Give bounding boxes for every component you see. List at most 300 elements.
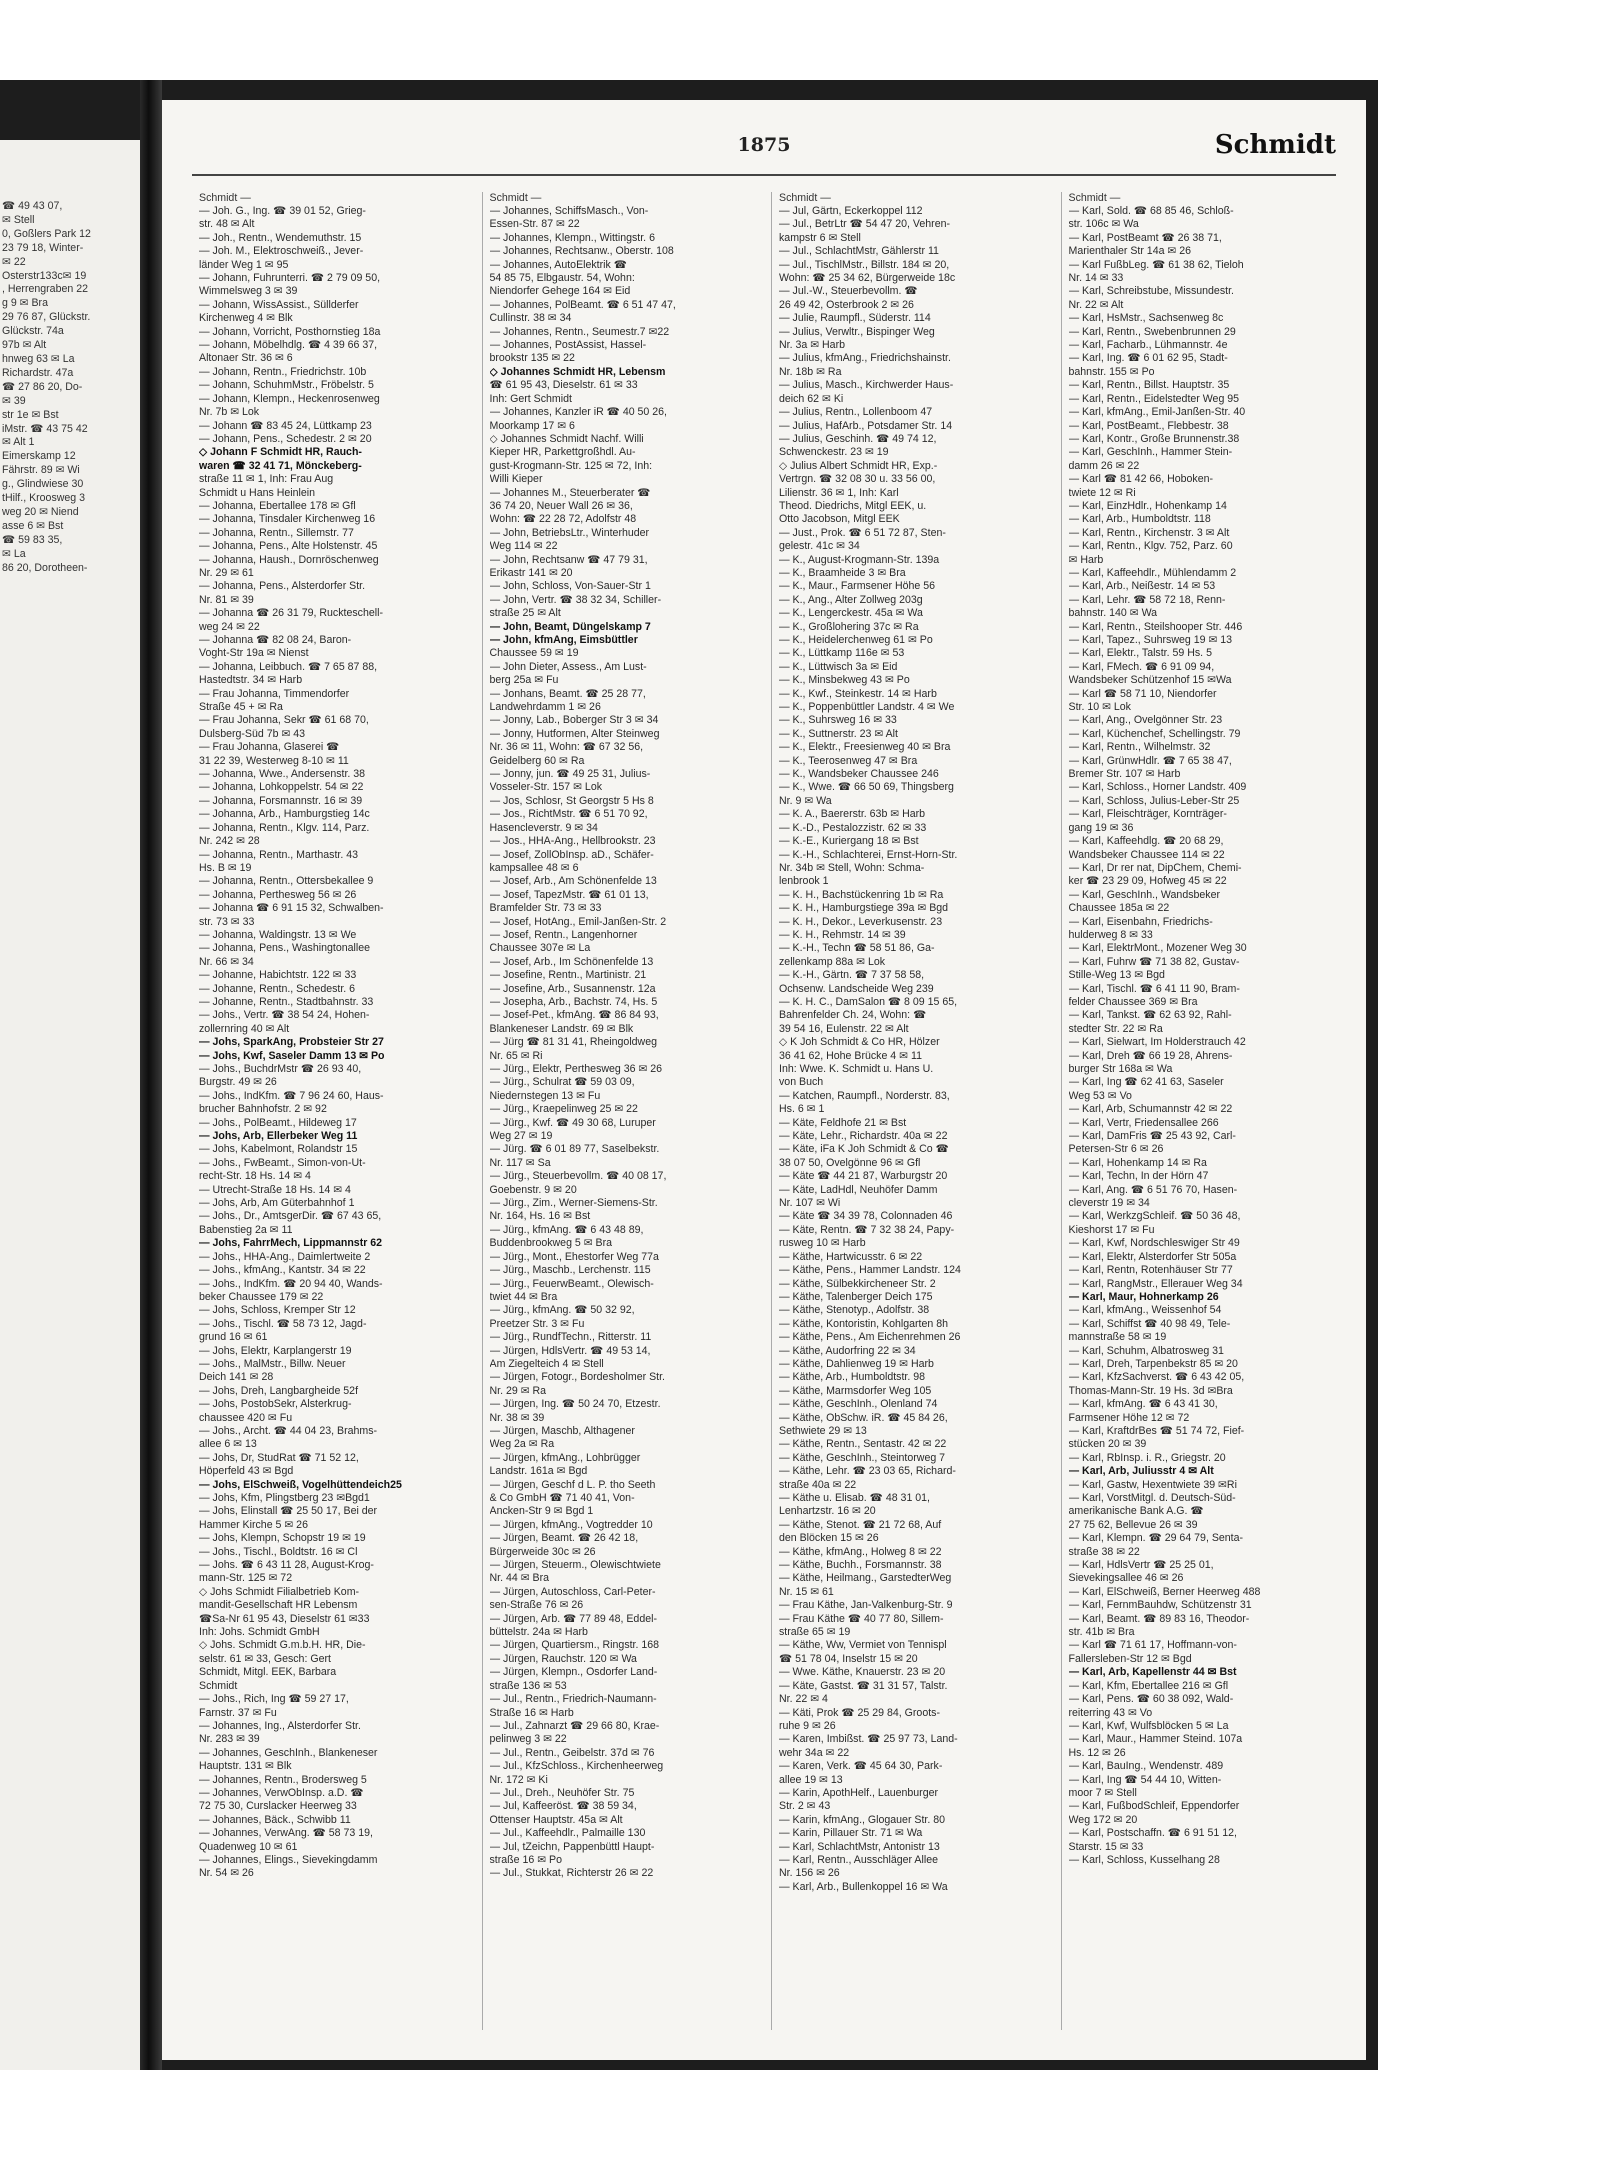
directory-entry: brucher Bahnhofstr. 2 ✉ 92 bbox=[199, 1103, 327, 1116]
directory-entry: — Jul., Stukkat, Richterstr 26 ✉ 22 bbox=[489, 1867, 654, 1880]
directory-entry: — Johanna, Haush., Dornröschenweg bbox=[199, 553, 379, 566]
directory-entry: — Käthe, Buchh., Forsmannstr. 38 bbox=[779, 1559, 942, 1572]
directory-entry: — Utrecht-Straße 18 Hs. 14 ✉ 4 bbox=[199, 1183, 351, 1196]
directory-entry: damm 26 ✉ 22 bbox=[1068, 459, 1140, 472]
column-head: Schmidt — bbox=[489, 192, 542, 204]
directory-entry: — Johannes, Elings., Sievekingdamm bbox=[199, 1853, 378, 1866]
directory-entry: — Karl, Küchenchef, Schellingstr. 79 bbox=[1068, 727, 1241, 740]
directory-entry: Hammer Kirche 5 ✉ 26 bbox=[199, 1518, 308, 1531]
directory-entry: — Jul., SchlachtMstr, Gählerstr 11 bbox=[779, 245, 939, 258]
directory-entry: ☎ 51 78 04, Inselstr 15 ✉ 20 bbox=[779, 1652, 918, 1665]
directory-entry: — Johs, Elektr, Karplangerstr 19 bbox=[199, 1344, 352, 1357]
directory-entry: — Just., Prok. ☎ 6 51 72 87, Sten- bbox=[779, 526, 946, 539]
directory-entry: büttelstr. 24a ✉ Harb bbox=[489, 1626, 588, 1639]
directory-entry: — Jürgen, Autoschloss, Carl-Peter- bbox=[489, 1585, 656, 1598]
directory-entry: str. 73 ✉ 33 bbox=[199, 915, 255, 928]
directory-entry: pelinweg 3 ✉ 22 bbox=[489, 1733, 567, 1746]
directory-entry: — K. A., Baererstr. 63b ✉ Harb bbox=[779, 808, 926, 821]
directory-entry: straße 25 ✉ Alt bbox=[489, 607, 561, 620]
directory-entry: — Johs, ElSchweiß, Vogelhüttendeich25 bbox=[199, 1478, 402, 1491]
directory-entry: — Johs, Schloss, Kremper Str 12 bbox=[199, 1304, 356, 1317]
directory-entry: Hs. B ✉ 19 bbox=[199, 861, 252, 874]
directory-entry: hulderweg 8 ✉ 33 bbox=[1068, 928, 1153, 941]
directory-entry: — Karl ☎ 58 71 10, Niendorfer bbox=[1068, 687, 1217, 700]
directory-entry: — Johannes, GeschInh., Blankeneser bbox=[199, 1746, 378, 1759]
directory-entry: Nr. 283 ✉ 39 bbox=[199, 1733, 260, 1746]
directory-entry: — Johannes, SchiffsMasch., Von- bbox=[489, 205, 649, 217]
directory-entry: Dulsberg-Süd 7b ✉ 43 bbox=[199, 727, 306, 740]
directory-entry: — Karl, Ing. ☎ 6 01 62 95, Stadt- bbox=[1068, 352, 1228, 365]
directory-entry: — Jonhans, Beamt. ☎ 25 28 77, bbox=[489, 687, 646, 700]
directory-entry: Schmidt u Hans Heinlein bbox=[199, 486, 315, 499]
directory-entry: Bürgerweide 30c ✉ 26 bbox=[489, 1545, 596, 1558]
directory-entry: — Jul., TischlMstr., Billstr. 184 ✉ 20, bbox=[779, 258, 950, 271]
directory-entry: — K., Ang., Alter Zollweg 203g bbox=[779, 593, 923, 606]
directory-entry: — John, kfmAng, Eimsbüttler bbox=[489, 634, 638, 646]
directory-entry: — Johannes, VerwObInsp. a.D. ☎ bbox=[199, 1786, 364, 1799]
directory-entry: — Karl, VorstMitgl. d. Deutsch-Süd- bbox=[1068, 1492, 1236, 1504]
left-page-line: Richardstr. 47a bbox=[2, 366, 74, 379]
directory-entry: — Jürgen, Beamt. ☎ 26 42 18, bbox=[489, 1532, 639, 1545]
directory-entry: Str. 2 ✉ 43 bbox=[779, 1800, 831, 1813]
directory-entry: — Johann, Rentn., Friedrichstr. 10b bbox=[199, 365, 367, 378]
directory-entry: — Käthe, GeschInh., Olenland 74 bbox=[779, 1398, 938, 1411]
directory-entry: — Jürg., kfmAng. ☎ 50 32 92, bbox=[489, 1304, 635, 1317]
directory-entry: — Jos., HHA-Ang., Hellbrookstr. 23 bbox=[489, 835, 656, 848]
directory-entry: zollernring 40 ✉ Alt bbox=[199, 1022, 290, 1035]
directory-entry: — Johs., kfmAng., Kantstr. 34 ✉ 22 bbox=[199, 1264, 366, 1277]
directory-entry: straße 65 ✉ 19 bbox=[779, 1626, 851, 1639]
directory-entry: — K., Suttnerstr. 23 ✉ Alt bbox=[779, 727, 898, 740]
left-page-line: Eimerskamp 12 bbox=[2, 450, 76, 463]
directory-entry: Nr. 14 ✉ 33 bbox=[1068, 272, 1124, 285]
directory-entry: — Käthe, Kontoristin, Kohlgarten 8h bbox=[779, 1317, 949, 1330]
directory-entry: — K., Minsbekweg 43 ✉ Po bbox=[779, 674, 910, 687]
directory-entry: — Josef, Rentn., Langenhorner bbox=[489, 928, 638, 941]
directory-entry: — Johannes, VerwAng. ☎ 58 73 19, bbox=[199, 1827, 373, 1840]
directory-entry: Wandsbeker Schützenhof 15 ✉Wa bbox=[1068, 674, 1232, 687]
directory-entry: — Karl, Elektr., Talstr. 59 Hs. 5 bbox=[1068, 647, 1212, 660]
directory-entry: Burgstr. 49 ✉ 26 bbox=[199, 1076, 277, 1089]
directory-entry: — Käte, Feldhofe 21 ✉ Bst bbox=[779, 1116, 907, 1129]
directory-entry: — Karen, Verk. ☎ 45 64 30, Park- bbox=[779, 1760, 943, 1773]
directory-entry: — Johann, Klempn., Heckenrosenweg bbox=[199, 392, 380, 405]
directory-entry: Nr. 15 ✉ 61 bbox=[779, 1585, 834, 1598]
directory-entry: von Buch bbox=[779, 1076, 824, 1089]
directory-entry: sen-Straße 76 ✉ 26 bbox=[489, 1599, 584, 1612]
directory-entry: — Karl, Kontr., Große Brunnenstr.38 bbox=[1068, 432, 1240, 445]
directory-entry: Straße 16 ✉ Harb bbox=[489, 1706, 574, 1719]
directory-entry: — Karl, Arb., Bullenkoppel 16 ✉ Wa bbox=[779, 1880, 948, 1893]
directory-entry: Nr. 66 ✉ 34 bbox=[199, 955, 254, 968]
directory-entry: straße 40a ✉ 22 bbox=[779, 1478, 857, 1491]
directory-entry: — Johanne, Habichtstr. 122 ✉ 33 bbox=[199, 969, 357, 982]
directory-entry: — Josepha, Arb., Bachstr. 74, Hs. 5 bbox=[489, 995, 658, 1008]
directory-entry: Cullinstr. 38 ✉ 34 bbox=[489, 312, 572, 325]
directory-entry: — John, BetriebsLtr., Winterhuder bbox=[489, 526, 650, 539]
directory-entry: Nr. 54 ✉ 26 bbox=[199, 1867, 254, 1880]
directory-entry: — Karl, Dreh, Tarpenbekstr 85 ✉ 20 bbox=[1068, 1357, 1238, 1370]
directory-entry: — Julius, Verwltr., Bispinger Weg bbox=[779, 325, 935, 338]
directory-entry: 72 75 30, Curslacker Heerweg 33 bbox=[199, 1800, 357, 1813]
directory-entry: — Johs., IndKfm. ☎ 7 96 24 60, Haus- bbox=[199, 1089, 384, 1102]
directory-entry: — Johanna, Perthesweg 56 ✉ 26 bbox=[199, 888, 357, 901]
directory-entry: — Josef, ZollObInsp. aD., Schäfer- bbox=[489, 848, 654, 861]
directory-entry: berg 25a ✉ Fu bbox=[489, 674, 559, 687]
directory-entry: Nr. 3a ✉ Harb bbox=[779, 339, 845, 352]
directory-entry: — Johs, Dr, StudRat ☎ 71 52 12, bbox=[199, 1451, 359, 1464]
directory-entry: Inh: Wwe. K. Schmidt u. Hans U. bbox=[779, 1063, 934, 1075]
directory-entry: — Jürg., Mont., Ehestorfer Weg 77a bbox=[489, 1250, 659, 1263]
directory-entry: — Jürgen, Steuerm., Olewischtwiete bbox=[489, 1559, 661, 1572]
directory-entry: Vertrgn. ☎ 32 08 30 u. 33 56 00, bbox=[779, 473, 936, 486]
page-header bbox=[192, 128, 1336, 176]
directory-entry: — Julius, Rentn., Lollenboom 47 bbox=[779, 406, 933, 419]
directory-page bbox=[162, 100, 1366, 2060]
directory-entry: — Jul., Rentn., Friedrich-Naumann- bbox=[489, 1693, 657, 1706]
directory-entry: — Joh., Rentn., Wendemuthstr. 15 bbox=[199, 231, 362, 244]
directory-entry: — Jürgen, Ing. ☎ 50 24 70, Etzestr. bbox=[489, 1398, 661, 1411]
directory-entry: — Johann ☎ 83 45 24, Lüttkamp 23 bbox=[199, 419, 372, 432]
directory-entry: — Karl, Rentn., Swebenbrunnen 29 bbox=[1068, 325, 1236, 338]
directory-entry: Nr. 81 ✉ 39 bbox=[199, 593, 254, 606]
directory-entry: ☎ 61 95 43, Dieselstr. 61 ✉ 33 bbox=[489, 379, 638, 392]
left-page-line: 29 76 87, Glückstr. bbox=[2, 311, 91, 324]
directory-entry: Landstr. 161a ✉ Bgd bbox=[489, 1465, 588, 1478]
directory-entry: — Johs, Klempn, Schopstr 19 ✉ 19 bbox=[199, 1532, 366, 1545]
directory-entry: — Julius, HafArb., Potsdamer Str. 14 bbox=[779, 419, 953, 432]
directory-entry: Willi Kieper bbox=[489, 473, 543, 486]
directory-entry: ◇ Johs. Schmidt G.m.b.H. HR, Die- bbox=[199, 1639, 366, 1652]
directory-entry: — Jürgen, Quartiersm., Ringstr. 168 bbox=[489, 1639, 660, 1652]
directory-entry: — K., Lengerckestr. 45a ✉ Wa bbox=[779, 607, 923, 620]
directory-entry: — Käthe, GeschInh., Steintorweg 7 bbox=[779, 1451, 946, 1464]
directory-entry: — Jul, Gärtn, Eckerkoppel 112 bbox=[779, 205, 923, 217]
directory-entry: Hasencleverstr. 9 ✉ 34 bbox=[489, 821, 598, 834]
directory-entry: Farnstr. 37 ✉ Fu bbox=[199, 1706, 277, 1719]
directory-entry: — K.-D., Pestalozzistr. 62 ✉ 33 bbox=[779, 821, 927, 834]
directory-entry: — Käthe, Audorfring 22 ✉ 34 bbox=[779, 1344, 916, 1357]
directory-entry: — K., Teerosenweg 47 ✉ Bra bbox=[779, 754, 918, 767]
directory-entry: Babenstieg 2a ✉ 11 bbox=[199, 1223, 293, 1236]
directory-entry: — Johann, Vorricht, Posthornstieg 18a bbox=[199, 325, 381, 338]
directory-entry: Str. 10 ✉ Lok bbox=[1068, 701, 1131, 714]
directory-entry: — Karl, Ing ☎ 62 41 63, Saseler bbox=[1068, 1076, 1224, 1089]
directory-entry: Nr. 9 ✉ Wa bbox=[779, 794, 832, 807]
directory-entry: — Karl, Kfm, Ebertallee 216 ✉ Gfl bbox=[1068, 1679, 1229, 1692]
directory-entry: — Käte, iFa K Joh Schmidt & Co ☎ bbox=[779, 1143, 949, 1156]
directory-entry: — Karl, Gastw, Hexentwiete 39 ✉Ri bbox=[1068, 1478, 1237, 1491]
directory-entry: länder Weg 1 ✉ 95 bbox=[199, 258, 289, 271]
directory-entry: — K. H. C., DamSalon ☎ 8 09 15 65, bbox=[779, 995, 958, 1008]
directory-entry: — Johs. ☎ 6 43 11 28, August-Krog- bbox=[199, 1559, 374, 1572]
directory-entry: — Karl, Fleischträger, Kornträger- bbox=[1068, 808, 1227, 821]
directory-entry: — Jonny, Lab., Boberger Str 3 ✉ 34 bbox=[489, 714, 659, 727]
directory-entry: Bramfelder Str. 73 ✉ 33 bbox=[489, 902, 602, 915]
column-head: Schmidt — bbox=[1068, 192, 1121, 204]
left-page-line: ✉ 39 bbox=[2, 394, 26, 407]
directory-entry: — Johann, WissAssist., Süllderfer bbox=[199, 298, 359, 311]
directory-entry: — John Dieter, Assess., Am Lust- bbox=[489, 660, 647, 673]
directory-entry: — Karl, Rentn., Ausschläger Allee bbox=[779, 1853, 938, 1866]
directory-entry: 36 74 20, Neuer Wall 26 ✉ 36, bbox=[489, 499, 633, 512]
directory-entry: allee 6 ✉ 13 bbox=[199, 1438, 257, 1451]
directory-entry: straße 136 ✉ 53 bbox=[489, 1679, 567, 1692]
directory-entry: — Jürgen, Maschb, Althagener bbox=[489, 1424, 635, 1437]
running-head: Schmidt bbox=[1214, 130, 1336, 160]
directory-entry: — Karl, Tankst. ☎ 62 63 92, Rahl- bbox=[1068, 1009, 1232, 1022]
directory-entry: — Karl FußbLeg. ☎ 61 38 62, Tieloh bbox=[1068, 258, 1244, 271]
directory-entry: — Karin, Pillauer Str. 71 ✉ Wa bbox=[779, 1827, 923, 1840]
directory-entry: & Co GmbH ☎ 71 40 41, Von- bbox=[489, 1492, 635, 1504]
directory-entry: Niedernstegen 13 ✉ Fu bbox=[489, 1089, 601, 1102]
left-page-line: str 1e ✉ Bst bbox=[2, 408, 59, 421]
left-page-line: ☎ 27 86 20, Do- bbox=[2, 380, 83, 393]
directory-entry: — K. H., Hamburgstiege 39a ✉ Bgd bbox=[779, 902, 949, 915]
directory-entry: burger Str 168a ✉ Wa bbox=[1068, 1063, 1173, 1075]
directory-entry: — Karl, Ing ☎ 54 44 10, Witten- bbox=[1068, 1773, 1222, 1786]
directory-entry: Farmsener Höhe 12 ✉ 72 bbox=[1068, 1411, 1190, 1424]
directory-entry: — Karl, RangMstr., Ellerauer Weg 34 bbox=[1068, 1277, 1243, 1290]
directory-entry: — Käthe, Rentn., Sentastr. 42 ✉ 22 bbox=[779, 1438, 947, 1451]
directory-entry: — Johannes, PostAssist, Hassel- bbox=[489, 339, 647, 352]
directory-entry: Thomas-Mann-Str. 19 Hs. 3d ✉Bra bbox=[1068, 1384, 1233, 1397]
directory-entry: selstr. 61 ✉ 33, Gesch: Gert bbox=[199, 1652, 331, 1665]
directory-entry: Chaussee 307e ✉ La bbox=[489, 942, 591, 955]
directory-entry: — K., Suhrsweg 16 ✉ 33 bbox=[779, 714, 897, 727]
directory-entry: 36 41 62, Hohe Brücke 4 ✉ 11 bbox=[779, 1049, 922, 1062]
directory-entry: straße 16 ✉ Po bbox=[489, 1853, 562, 1866]
directory-entry: — Johannes, Rechtsanw., Oberstr. 108 bbox=[489, 245, 674, 258]
left-page-line: Glückstr. 74a bbox=[2, 325, 64, 338]
directory-entry: — Jul.-W., Steuerbevollm. ☎ bbox=[779, 285, 918, 298]
directory-entry: — Karl, Klempn. ☎ 29 64 79, Senta- bbox=[1068, 1532, 1244, 1545]
directory-entry: — Karl, Schiffst ☎ 40 98 49, Tele- bbox=[1068, 1317, 1231, 1330]
left-page-line: asse 6 ✉ Bst bbox=[2, 519, 64, 532]
directory-entry: — Frau Johanna, Sekr ☎ 61 68 70, bbox=[199, 714, 369, 727]
directory-entry: Fallersleben-Str 12 ✉ Bgd bbox=[1068, 1652, 1192, 1665]
directory-entry: — Karl, Arb., Humboldtstr. 118 bbox=[1068, 513, 1211, 526]
directory-entry: Höperfeld 43 ✉ Bgd bbox=[199, 1465, 294, 1478]
directory-entry: — Johann, Fuhrunterri. ☎ 2 79 09 50, bbox=[199, 272, 381, 285]
directory-entry: Wimmelsweg 3 ✉ 39 bbox=[199, 285, 298, 298]
directory-entry: — Johs., Vertr. ☎ 38 54 24, Hohen- bbox=[199, 1009, 370, 1022]
directory-entry: weg 24 ✉ 22 bbox=[199, 620, 260, 633]
directory-entry: — Käthe, Sülbekkircheneer Str. 2 bbox=[779, 1277, 936, 1290]
directory-entry: Nr. 107 ✉ Wi bbox=[779, 1197, 841, 1210]
directory-entry: — Karl, Hohenkamp 14 ✉ Ra bbox=[1068, 1156, 1207, 1169]
directory-entry: Kirchenweg 4 ✉ Blk bbox=[199, 312, 293, 325]
directory-entry: Wandsbeker Chaussee 114 ✉ 22 bbox=[1068, 848, 1225, 861]
directory-entry: — K., Poppenbüttler Landstr. 4 ✉ We bbox=[779, 701, 955, 714]
directory-entry: den Blöcken 15 ✉ 26 bbox=[779, 1532, 879, 1545]
directory-entry: rusweg 10 ✉ Harb bbox=[779, 1237, 866, 1250]
directory-entry: 31 22 39, Westerweg 8-10 ✉ 11 bbox=[199, 754, 349, 767]
directory-entry: Nr. 172 ✉ Ki bbox=[489, 1773, 548, 1786]
left-page-line: ✉ La bbox=[2, 547, 26, 560]
directory-entry: — Jürg. ☎ 6 01 89 77, Saselbekstr. bbox=[489, 1143, 660, 1156]
directory-entry: — Johanna ☎ 6 91 15 32, Schwalben- bbox=[199, 902, 384, 915]
directory-entry: — Johannes, Rentn., Brodersweg 5 bbox=[199, 1773, 367, 1786]
directory-entry: Bremer Str. 107 ✉ Harb bbox=[1068, 768, 1181, 781]
directory-entry: — Johann, SchuhmMstr., Fröbelstr. 5 bbox=[199, 379, 374, 392]
directory-entry: — K., Braamheide 3 ✉ Bra bbox=[779, 566, 906, 579]
directory-entry: Geidelberg 60 ✉ Ra bbox=[489, 754, 585, 767]
directory-entry: — Karin, ApothHelf., Lauenburger bbox=[779, 1786, 939, 1799]
directory-entry: — Karl, Vertr, Friedensallee 266 bbox=[1068, 1116, 1219, 1129]
directory-entry: — K., Wandsbeker Chaussee 246 bbox=[779, 768, 939, 781]
directory-entry: ker ☎ 23 29 09, Hofweg 45 ✉ 22 bbox=[1068, 875, 1227, 888]
left-page-line: g 9 ✉ Bra bbox=[2, 297, 48, 310]
column-head: Schmidt — bbox=[779, 192, 831, 204]
directory-entry: — Käthe, Stenotyp., Adolfstr. 38 bbox=[779, 1304, 930, 1317]
directory-entry: — Johannes, AutoElektrik ☎ bbox=[489, 258, 627, 271]
directory-entry: str. 48 ✉ Alt bbox=[199, 218, 255, 231]
directory-entry: Otto Jacobson, Mitgl EEK bbox=[779, 513, 900, 526]
directory-entry: — Jos., RichtMstr. ☎ 6 51 70 92, bbox=[489, 808, 648, 821]
directory-entry: — Karl, Schloss, Kusselhang 28 bbox=[1068, 1853, 1220, 1866]
directory-entry: Marienthaler Str 14a ✉ 26 bbox=[1068, 245, 1192, 258]
directory-entry: — Käthe, Marmsdorfer Weg 105 bbox=[779, 1384, 932, 1397]
directory-entry: — Karl, Schreibstube, Missundestr. bbox=[1068, 285, 1234, 298]
directory-entry: — Karl, Rentn., Steilshooper Str. 446 bbox=[1068, 620, 1243, 633]
directory-entry: — Karl, DamFris ☎ 25 43 92, Carl- bbox=[1068, 1130, 1236, 1143]
directory-entry: Goebenstr. 9 ✉ 20 bbox=[489, 1183, 577, 1196]
directory-entry: — Karl, Kaffeehdlg. ☎ 20 68 29, bbox=[1068, 835, 1224, 848]
directory-entry: — Johanna, Pens., Washingtonallee bbox=[199, 942, 370, 955]
directory-entry: felder Chaussee 369 ✉ Bra bbox=[1068, 995, 1198, 1008]
directory-entry: — Karl, BauIng., Wendenstr. 489 bbox=[1068, 1760, 1224, 1773]
directory-entry: twiete 12 ✉ Ri bbox=[1068, 486, 1136, 499]
directory-entry: — Karl, RbInsp. i. R., Griegstr. 20 bbox=[1068, 1451, 1226, 1464]
directory-entry: — Johann, Pens., Schedestr. 2 ✉ 20 bbox=[199, 432, 372, 445]
directory-entry: — Johs., PolBeamt., Hildeweg 17 bbox=[199, 1116, 357, 1129]
directory-entry: — Karl, Kwf, Nordschleswiger Str 49 bbox=[1068, 1237, 1240, 1250]
left-page-line: g., Glindwiese 30 bbox=[2, 478, 84, 491]
directory-entry: Moorkamp 17 ✉ 6 bbox=[489, 419, 575, 432]
directory-entry: — Karl, Rentn., Kirchenstr. 3 ✉ Alt bbox=[1068, 526, 1230, 539]
directory-entry: — Käte, Lehr., Richardstr. 40a ✉ 22 bbox=[779, 1130, 948, 1143]
directory-entry: straße 11 ✉ 1, Inh: Frau Aug bbox=[199, 473, 334, 486]
directory-entry: — Käthe, Pens., Hammer Landstr. 124 bbox=[779, 1264, 961, 1277]
directory-entry: — Julius, kfmAng., Friedrichshainstr. bbox=[779, 352, 951, 365]
directory-entry: — Josef, HotAng., Emil-Janßen-Str. 2 bbox=[489, 915, 667, 928]
directory-entry: — Karl, Ang. ☎ 6 51 76 70, Hasen- bbox=[1068, 1183, 1238, 1196]
directory-entry: — Johannes, Rentn., Seumestr.7 ✉22 bbox=[489, 325, 670, 338]
left-page-line: ☎ 49 43 07, bbox=[2, 200, 63, 212]
directory-entry: stücken 20 ✉ 39 bbox=[1068, 1438, 1147, 1451]
directory-entry: — Jürgen, kfmAng., Vogtredder 10 bbox=[489, 1518, 653, 1531]
directory-entry: — Karl, Rentn, Rotenhäuser Str 77 bbox=[1068, 1264, 1233, 1277]
directory-entry: — John, Schloss, Von-Sauer-Str 1 bbox=[489, 580, 651, 593]
directory-entry: Lenhartzstr. 16 ✉ 20 bbox=[779, 1505, 876, 1518]
directory-entry: — Karl, PostBeamt ☎ 26 38 71, bbox=[1068, 231, 1222, 244]
directory-entry: Petersen-Str 6 ✉ 26 bbox=[1068, 1143, 1164, 1156]
directory-entry: — Johanna, Wwe., Andersenstr. 38 bbox=[199, 768, 366, 781]
directory-entry: grund 16 ✉ 61 bbox=[199, 1331, 268, 1344]
directory-entry: — Käte, Rentn. ☎ 7 32 38 24, Papy- bbox=[779, 1223, 955, 1236]
directory-entry: — Johanna, Tinsdaler Kirchenweg 16 bbox=[199, 513, 376, 526]
directory-entry: — Karl, Techn, In der Hörn 47 bbox=[1068, 1170, 1209, 1183]
directory-entry: — Karl, Tapez., Suhrsweg 19 ✉ 13 bbox=[1068, 634, 1233, 646]
directory-entry: recht-Str. 18 Hs. 14 ✉ 4 bbox=[199, 1170, 311, 1183]
directory-entry: ◇ K Joh Schmidt & Co HR, Hölzer bbox=[779, 1036, 940, 1049]
left-page-fragment bbox=[0, 140, 141, 2070]
directory-entry: — Käthe, Stenot. ☎ 21 72 68, Auf bbox=[779, 1518, 942, 1531]
directory-entry: bahnstr. 140 ✉ Wa bbox=[1068, 607, 1158, 620]
column-entries bbox=[779, 205, 1054, 1894]
directory-entry: Niendorfer Gehege 164 ✉ Eid bbox=[489, 285, 631, 298]
directory-entry: — Karl, KraftdrBes ☎ 51 74 72, Fief- bbox=[1068, 1424, 1245, 1437]
directory-entry: — Karl, Schloss, Julius-Leber-Str 25 bbox=[1068, 794, 1240, 807]
directory-entry: Nr. 117 ✉ Sa bbox=[489, 1156, 551, 1169]
directory-entry: — Karl, Lehr. ☎ 58 72 18, Renn- bbox=[1068, 593, 1226, 606]
directory-entry: — Jul., KfzSchloss., Kirchenheerweg bbox=[489, 1760, 664, 1773]
directory-entry: — Joh. M., Elektroschweiß., Jever- bbox=[199, 245, 364, 258]
directory-entry: — Jos, Schlosr, St Georgstr 5 Hs 8 bbox=[489, 794, 654, 807]
directory-entry: — Karl, FußbodSchleif, Eppendorfer bbox=[1068, 1800, 1240, 1813]
directory-entry: — Karl, kfmAng., Emil-Janßen-Str. 40 bbox=[1068, 406, 1246, 419]
directory-entry: — Johs., Rich, Ing ☎ 59 27 17, bbox=[199, 1693, 349, 1706]
directory-entry: — Käthe, Lehr. ☎ 23 03 65, Richard- bbox=[779, 1465, 956, 1478]
directory-entry: ruhe 9 ✉ 26 bbox=[779, 1719, 836, 1732]
directory-entry: Am Ziegelteich 4 ✉ Stell bbox=[489, 1357, 604, 1370]
directory-entry: beker Chaussee 179 ✉ 22 bbox=[199, 1290, 324, 1303]
directory-entry: — Johanne, Rentn., Schedestr. 6 bbox=[199, 982, 356, 995]
directory-entry: — Jürg., FeuerwBeamt., Olewisch- bbox=[489, 1277, 654, 1290]
directory-entry: — Josef, Arb., Am Schönenfelde 13 bbox=[489, 875, 657, 888]
directory-entry: — Jürgen, Fotogr., Bordesholmer Str. bbox=[489, 1371, 665, 1384]
directory-entry: — Johannes, Klempn., Wittingstr. 6 bbox=[489, 231, 655, 244]
directory-entry: str. 106c ✉ Wa bbox=[1068, 218, 1139, 231]
directory-entry: Nr. 18b ✉ Ra bbox=[779, 365, 842, 378]
directory-entry: — Käthe u. Elisab. ☎ 48 31 01, bbox=[779, 1492, 931, 1504]
directory-entry: Nr. 34b ✉ Stell, Wohn: Schma- bbox=[779, 861, 925, 874]
directory-entry: — John, Rechtsanw ☎ 47 79 31, bbox=[489, 553, 648, 566]
directory-entry: — Karl, kfmAng. ☎ 6 43 41 30, bbox=[1068, 1398, 1218, 1411]
directory-entry: — Karl, ElektrMont., Mozener Weg 30 bbox=[1068, 942, 1247, 955]
directory-entry: — Karl, Arb., Neißestr. 14 ✉ 53 bbox=[1068, 580, 1216, 593]
directory-entry: straße 38 ✉ 22 bbox=[1068, 1545, 1140, 1558]
directory-entry: — Karl, WerkzgSchleif. ☎ 50 36 48, bbox=[1068, 1210, 1241, 1223]
directory-entry: Hs. 6 ✉ 1 bbox=[779, 1103, 825, 1116]
directory-entry: — Johs, Elinstall ☎ 25 50 17, Bei der bbox=[199, 1505, 378, 1518]
directory-entry: mann-Str. 125 ✉ 72 bbox=[199, 1572, 293, 1585]
directory-entry: — Johs, Arb, Am Güterbahnhof 1 bbox=[199, 1197, 355, 1210]
directory-entry: — Johannes M., Steuerberater ☎ bbox=[489, 486, 651, 499]
left-page-line: Fährstr. 89 ✉ Wi bbox=[2, 464, 80, 477]
directory-entry: — K. H., Dekor., Leverkusenstr. 23 bbox=[779, 915, 943, 928]
directory-entry: kampsallee 48 ✉ 6 bbox=[489, 861, 579, 874]
directory-entry: — Käthe, Talenberger Deich 175 bbox=[779, 1290, 933, 1303]
directory-entry: — Johannes, PolBeamt. ☎ 6 51 47 47, bbox=[489, 298, 676, 311]
directory-entry: Voght-Str 19a ✉ Nienst bbox=[199, 647, 309, 660]
directory-entry: — K. H., Rehmstr. 14 ✉ 39 bbox=[779, 928, 906, 941]
directory-columns bbox=[192, 192, 1350, 2030]
directory-entry: Chaussee 59 ✉ 19 bbox=[489, 647, 579, 660]
directory-entry: — Johanna, Pens., Alsterdorfer Str. bbox=[199, 580, 366, 593]
directory-entry: Wohn: ☎ 22 28 72, Adolfstr 48 bbox=[489, 513, 637, 526]
left-page-line: ☎ 59 83 35, bbox=[2, 533, 63, 546]
directory-entry: — Käthe, Hartwicusstr. 6 ✉ 22 bbox=[779, 1250, 923, 1263]
directory-entry: Essen-Str. 87 ✉ 22 bbox=[489, 218, 580, 231]
left-page-line: hnweg 63 ✉ La bbox=[2, 352, 75, 365]
directory-entry: — Käte ☎ 34 39 78, Colonnaden 46 bbox=[779, 1210, 953, 1223]
directory-entry: — Käthe, Dahlienweg 19 ✉ Harb bbox=[779, 1357, 934, 1370]
directory-entry: — Karl, Maur, Hohnerkamp 26 bbox=[1068, 1290, 1219, 1303]
directory-entry: ✉ Harb bbox=[1068, 553, 1104, 566]
directory-entry: Landwehrdamm 1 ✉ 26 bbox=[489, 701, 601, 714]
